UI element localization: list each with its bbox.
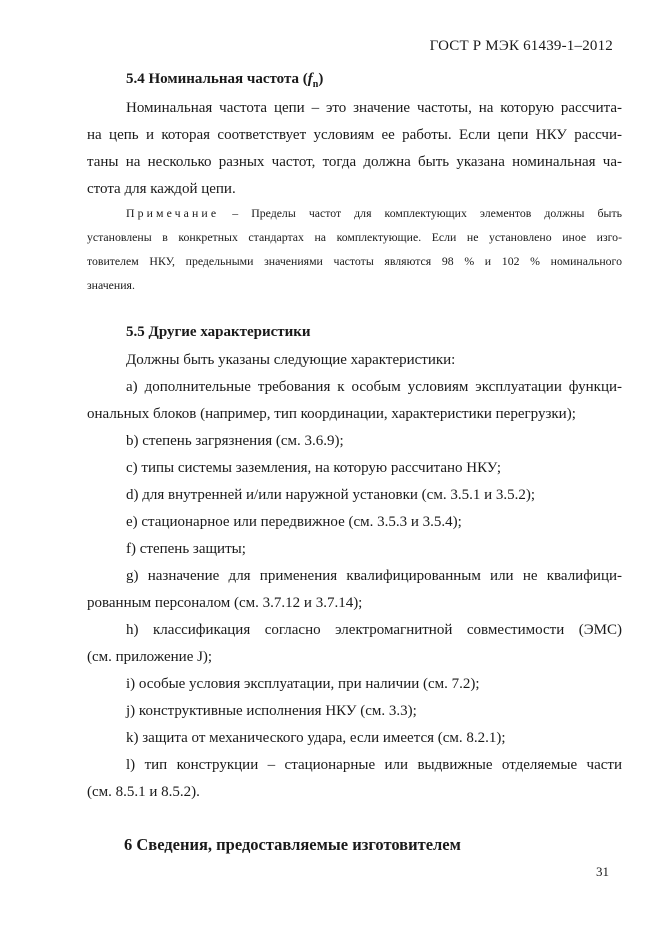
list-item-line: (см. приложение J); [87, 649, 213, 665]
page-number: 31 [596, 864, 609, 879]
paragraph-line: таны на несколько разных частот, тогда должна быть указана номинальная ча- [87, 154, 622, 170]
document-header: ГОСТ Р МЭК 61439-1–2012 [429, 38, 613, 54]
list-item-line: (см. 8.5.1 и 8.5.2). [87, 784, 200, 800]
section-5-4-title [126, 71, 323, 90]
paragraph-line: на цепь и которая соответствует условиям ее работы. Если цепи НКУ рассчи- [87, 127, 622, 143]
frequency-subscript: n [312, 79, 319, 90]
note-line: установлены в конкретных стандартах на комплектующие. Если не установлено иное изго- [87, 230, 622, 244]
list-item-line: f) степень защиты; [126, 541, 246, 557]
list-item-line: i) особые условия эксплуатации, при наличии (см. 7.2); [126, 676, 480, 692]
list-item-line: k) защита от механического удара, если имеется (см. 8.2.1); [126, 730, 506, 746]
note-label: Примечание [126, 206, 220, 220]
list-item-line: g) назначение для применения квалифицированным или не квалифици- [126, 568, 622, 584]
paragraph-line: Должны быть указаны следующие характеристики: [126, 352, 456, 368]
note-text: – Пределы частот для комплектующих элементов должны быть [219, 206, 622, 220]
section-6-title: 6 Сведения, предоставляемые изготовителем [124, 835, 461, 854]
section-5-4-title-post: ) [318, 71, 324, 87]
frequency-symbol: f [307, 71, 313, 87]
note-line: товителем НКУ, предельными значениями частоты являются 98 % и 102 % номинального [87, 254, 622, 268]
list-item-line: h) классификация согласно электромагнитной совместимости (ЭМС) [126, 622, 622, 638]
list-item-line: l) тип конструкции – стационарные или выдвижные отделяемые части [126, 757, 622, 773]
section-5-5-title: 5.5 Другие характеристики [126, 324, 311, 340]
list-item-line: c) типы системы заземления, на которую рассчитано НКУ; [126, 460, 502, 476]
paragraph-line: стота для каждой цепи. [87, 181, 236, 197]
list-item-line: a) дополнительные требования к особым условиям эксплуатации функци- [126, 379, 622, 395]
list-item-line: j) конструктивные исполнения НКУ (см. 3.3); [126, 703, 417, 719]
section-5-4-title-pre: 5.4 Номинальная частота ( [126, 71, 308, 87]
list-item-line: e) стационарное или передвижное (см. 3.5.3 и 3.5.4); [126, 514, 462, 530]
note-line [126, 202, 622, 225]
list-item-line: b) степень загрязнения (см. 3.6.9); [126, 433, 344, 449]
list-item-line: ональных блоков (например, тип координации, характеристики перегрузки); [87, 406, 576, 422]
list-item-line: рованным персоналом (см. 3.7.12 и 3.7.14); [87, 595, 363, 611]
note-line: значения. [87, 278, 135, 292]
paragraph-line: Номинальная частота цепи – это значение частоты, на которую рассчита- [126, 100, 622, 116]
list-item-line: d) для внутренней и/или наружной установки (см. 3.5.1 и 3.5.2); [126, 487, 536, 503]
